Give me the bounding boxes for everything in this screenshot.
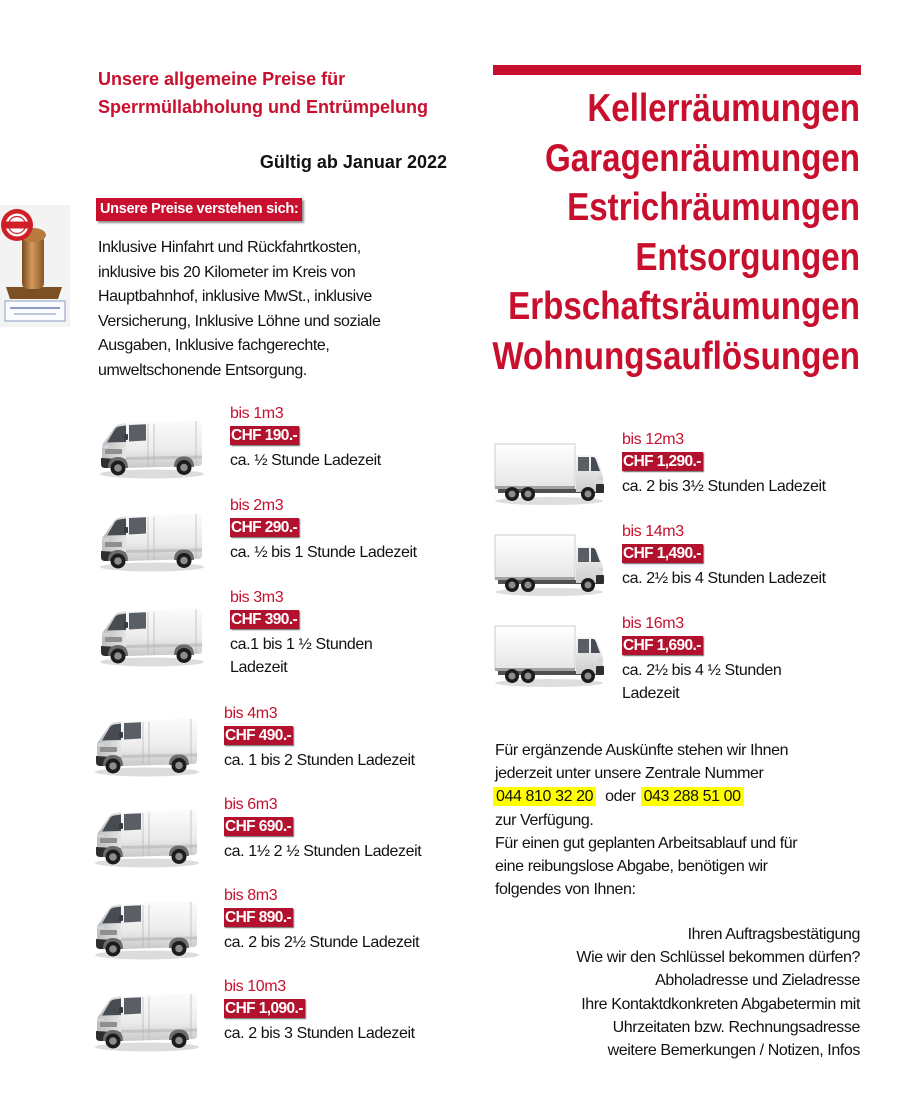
services-list bbox=[360, 84, 860, 382]
valid-from: Gültig ab Januar 2022 bbox=[259, 152, 447, 172]
van-offer-text bbox=[224, 885, 419, 954]
contact-line: Für einen gut geplanten Arbeitsablauf und für bbox=[495, 834, 798, 852]
price-badge: CHF 1,490.- bbox=[623, 545, 701, 562]
red-divider-bar bbox=[493, 65, 861, 75]
phone-number-secondary: 043 288 51 00 bbox=[641, 787, 744, 806]
delivery-van-icon bbox=[96, 599, 206, 669]
price-badge: CHF 490.- bbox=[225, 727, 292, 744]
loading-time: ca. 2 bis 3 Stunden Ladezeit bbox=[224, 1025, 415, 1042]
loading-time: ca. 2 bis 3½ Stunden Ladezeit bbox=[622, 478, 826, 495]
van-offer-text bbox=[224, 703, 415, 772]
van-offer-text bbox=[230, 403, 381, 472]
inclusions-line: umweltschonende Entsorgung. bbox=[98, 361, 307, 379]
price-badge: CHF 290.- bbox=[231, 519, 298, 536]
service-heading: Garagenräumungen bbox=[545, 136, 860, 180]
requirement-item: weitere Bemerkungen / Notizen, Infos bbox=[607, 1042, 860, 1060]
loading-time: ca. 1 bis 2 Stunden Ladezeit bbox=[224, 752, 415, 769]
volume-label: bis 4m3 bbox=[224, 705, 278, 722]
inclusions-text bbox=[98, 236, 380, 383]
loading-time: ca. 2½ bis 4 ½ Stunden Ladezeit bbox=[622, 662, 782, 702]
price-badge: CHF 690.- bbox=[225, 818, 292, 835]
volume-label: bis 12m3 bbox=[622, 431, 684, 448]
contact-info bbox=[495, 739, 797, 901]
requirement-item: Wie wir den Schlüssel bekommen dürfen? bbox=[576, 949, 860, 967]
delivery-van-icon bbox=[91, 984, 201, 1054]
service-heading: Kellerräumungen bbox=[587, 87, 860, 130]
requirement-item: Abholadresse und Zieladresse bbox=[655, 972, 860, 990]
loading-time: ca. 2 bis 2½ Stunde Ladezeit bbox=[224, 934, 420, 951]
service-heading: Estrichräumungen bbox=[567, 186, 860, 230]
inclusions-line: Inklusive Hinfahrt und Rückfahrtkosten, bbox=[98, 239, 361, 256]
inclusions-line: Versicherung, Inklusive Löhne und soziale bbox=[98, 312, 381, 330]
price-heading-line-2: Sperrmüllabholung und Entrümpelung bbox=[98, 97, 428, 117]
inclusions-line: Ausgaben, Inklusive fachgerechte, bbox=[98, 337, 330, 354]
contact-line: Für ergänzende Auskünfte stehen wir Ihnen bbox=[495, 742, 789, 759]
loading-time: ca.1 bis 1 ½ Stunden Ladezeit bbox=[230, 636, 373, 676]
rubber-stamp-icon bbox=[0, 205, 70, 327]
phone-number-primary: 044 810 32 20 bbox=[493, 787, 596, 806]
price-badge: CHF 890.- bbox=[225, 909, 292, 926]
price-heading-line-1: Unsere allgemeine Preise für bbox=[98, 69, 346, 89]
price-badge: CHF 390.- bbox=[231, 611, 298, 628]
price-badge: CHF 1,090.- bbox=[225, 1000, 303, 1017]
volume-label: bis 2m3 bbox=[230, 497, 284, 514]
van-offer-text bbox=[230, 587, 405, 679]
inclusions-line: inklusive bis 20 Kilometer im Kreis von bbox=[98, 263, 356, 281]
loading-time: ca. 1½ 2 ½ Stunden Ladezeit bbox=[224, 843, 422, 860]
price-badge: CHF 190.- bbox=[231, 427, 298, 444]
delivery-van-icon bbox=[91, 892, 201, 962]
contact-line: jederzeit unter unsere Zentrale Nummer bbox=[495, 765, 764, 783]
truck-offer-text bbox=[622, 429, 826, 498]
box-truck-icon bbox=[492, 531, 606, 599]
truck-offer-text bbox=[622, 613, 812, 705]
loading-time: ca. 2½ bis 4 Stunden Ladezeit bbox=[622, 570, 826, 587]
contact-line: folgendes von Ihnen: bbox=[495, 881, 636, 899]
contact-line: eine reibungslose Abgabe, benötigen wir bbox=[495, 858, 768, 876]
service-heading: Wohnungsauflösungen bbox=[492, 334, 860, 378]
volume-label: bis 10m3 bbox=[224, 978, 286, 995]
box-truck-icon bbox=[492, 440, 606, 508]
contact-line: zur Verfügung. bbox=[495, 811, 594, 829]
loading-time: ca. ½ Stunde Ladezeit bbox=[230, 452, 381, 469]
delivery-van-icon bbox=[96, 504, 206, 574]
van-offer-text bbox=[224, 976, 415, 1045]
delivery-van-icon bbox=[91, 709, 201, 779]
volume-label: bis 16m3 bbox=[622, 615, 684, 632]
volume-label: bis 3m3 bbox=[230, 589, 284, 606]
volume-label: bis 8m3 bbox=[224, 887, 278, 904]
delivery-van-icon bbox=[91, 800, 201, 870]
van-offer-text bbox=[230, 495, 417, 564]
box-truck-icon bbox=[492, 622, 606, 690]
delivery-van-icon bbox=[96, 411, 206, 481]
truck-offer-text bbox=[622, 521, 826, 590]
service-heading: Erbschaftsräumungen bbox=[508, 285, 860, 329]
van-offer-text bbox=[224, 794, 421, 863]
inclusions-line: Hauptbahnhof, inklusive MwSt., inklusive bbox=[98, 288, 372, 305]
volume-label: bis 14m3 bbox=[622, 523, 684, 540]
volume-label: bis 1m3 bbox=[230, 405, 284, 422]
phone-numbers-line bbox=[495, 785, 797, 808]
price-badge: CHF 1,690.- bbox=[623, 637, 701, 654]
prices-label: Unsere Preise verstehen sich: bbox=[96, 198, 302, 221]
loading-time: ca. ½ bis 1 Stunde Ladezeit bbox=[230, 544, 417, 561]
requirement-item: Ihre Kontaktdkonkreten Abgabetermin mit bbox=[581, 995, 860, 1013]
requirement-item: Uhrzeitaten bzw. Rechnungsadresse bbox=[612, 1018, 860, 1036]
requirements-list bbox=[480, 923, 860, 1062]
requirement-item: Ihren Auftragsbestätigung bbox=[687, 926, 860, 943]
volume-label: bis 6m3 bbox=[224, 796, 278, 813]
price-badge: CHF 1,290.- bbox=[623, 453, 701, 470]
service-heading: Entsorgungen bbox=[635, 235, 860, 279]
phone-or-label: oder bbox=[605, 788, 636, 806]
